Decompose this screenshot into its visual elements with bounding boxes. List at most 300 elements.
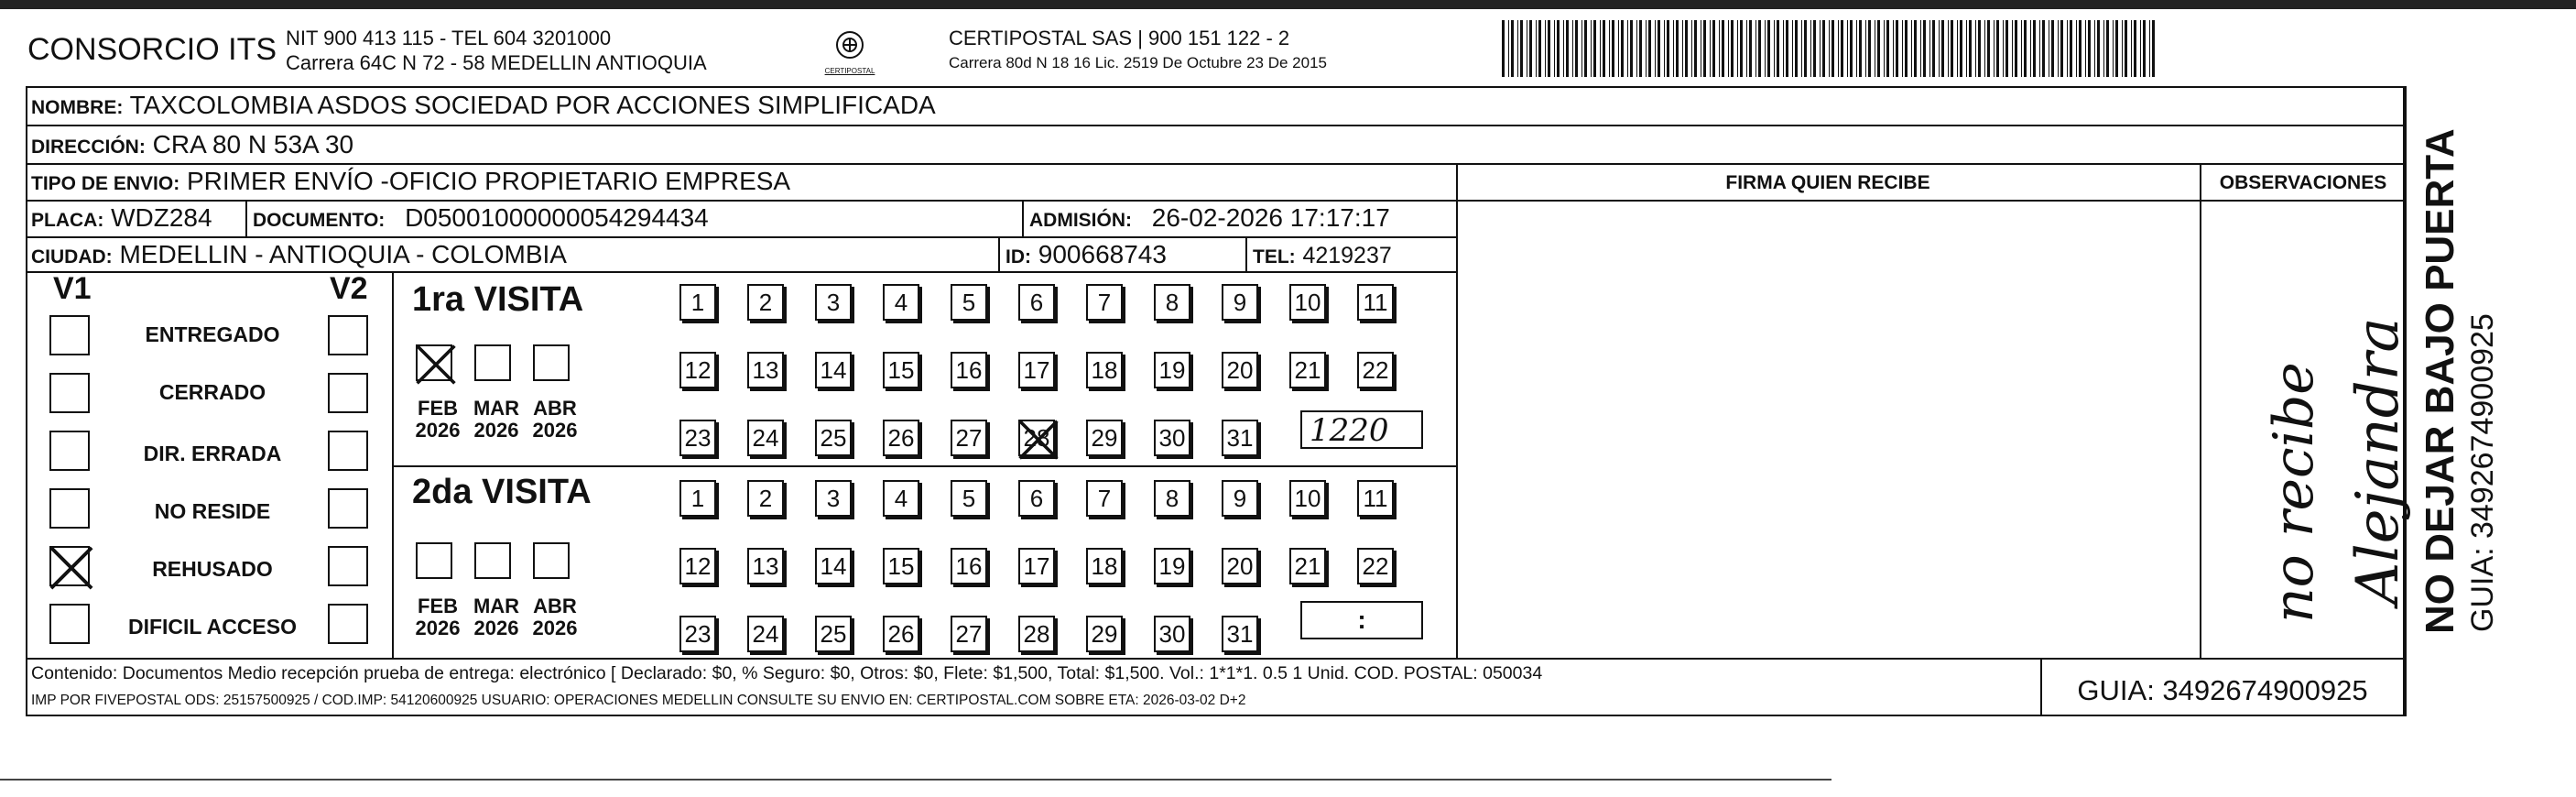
barcode-bar	[1658, 20, 1660, 77]
day-box[interactable]	[1222, 548, 1258, 584]
barcode-bar	[1554, 20, 1555, 77]
barcode-bar	[1831, 20, 1834, 77]
day-box[interactable]	[1018, 548, 1055, 584]
barcode-bar	[2131, 20, 2132, 77]
barcode-bar	[1667, 20, 1669, 77]
month-name: ABR	[533, 397, 577, 420]
v1-label: V1	[53, 271, 92, 306]
barcode-bar	[1502, 20, 1505, 77]
day-box[interactable]	[747, 284, 784, 321]
x-mark-icon	[414, 343, 458, 387]
barcode-bar	[1820, 20, 1821, 77]
company-address: Carrera 64C N 72 - 58 MEDELLIN ANTIOQUIA	[286, 51, 707, 74]
day-box[interactable]	[1222, 616, 1258, 652]
barcode-bar	[1987, 20, 1990, 77]
barcode-bar	[1581, 20, 1582, 77]
signature-header: FIRMA QUIEN RECIBE	[1725, 172, 1930, 193]
day-number: 21	[1294, 552, 1321, 580]
certipostal-info	[949, 26, 1327, 75]
day-box[interactable]	[1086, 548, 1123, 584]
barcode-bar	[1829, 20, 1830, 77]
day-box[interactable]	[679, 284, 716, 321]
status-v2-checkbox[interactable]	[328, 431, 368, 471]
barcode-bar	[1896, 20, 1898, 77]
certipostal-nit: CERTIPOSTAL SAS | 900 151 122 - 2	[949, 27, 1290, 49]
status-label: DIR. ERRADA	[143, 442, 282, 465]
day-number: 28	[1023, 424, 1050, 452]
day-number: 19	[1158, 552, 1186, 580]
status-v1-checkbox[interactable]	[49, 604, 90, 644]
barcode-bar	[2021, 20, 2022, 77]
id-field	[1005, 240, 1167, 269]
day-box[interactable]	[1018, 616, 1055, 652]
day-box[interactable]	[1357, 284, 1394, 321]
status-v1-checkbox[interactable]	[49, 373, 90, 413]
day-number: 14	[820, 552, 847, 580]
barcode-bar	[1712, 20, 1715, 77]
barcode-bar	[2140, 20, 2141, 77]
handwritten-note: no recibe	[2262, 362, 2326, 623]
company-name: CONSORCIO ITS	[27, 32, 277, 67]
day-number: 3	[826, 289, 841, 316]
recipient-address: CRA 80 N 53A 30	[152, 130, 354, 158]
divider	[26, 163, 2405, 165]
barcode-bar	[1978, 20, 1981, 77]
day-box[interactable]	[679, 480, 716, 517]
day-box[interactable]	[1154, 616, 1190, 652]
barcode-bar	[1948, 20, 1949, 77]
barcode-bar	[2005, 20, 2008, 77]
barcode-bar	[2070, 20, 2072, 77]
barcode-bar	[1703, 20, 1706, 77]
send-type-label: TIPO DE ENVIO:	[31, 173, 180, 194]
divider	[1022, 200, 1024, 236]
barcode-bar	[1801, 20, 1802, 77]
barcode-bar	[2122, 20, 2123, 77]
day-box[interactable]	[951, 480, 987, 517]
barcode-bar	[2152, 20, 2155, 77]
day-number: 5	[962, 485, 976, 512]
x-mark-icon	[48, 544, 95, 592]
divider	[26, 125, 2405, 126]
day-number: 11	[1363, 485, 1388, 512]
divider	[1456, 163, 1458, 658]
status-v2-checkbox[interactable]	[328, 604, 368, 644]
divider	[245, 200, 247, 236]
day-box[interactable]	[951, 420, 987, 456]
barcode-bar	[2079, 20, 2081, 77]
barcode-bar	[1719, 20, 1720, 77]
barcode-bar	[1957, 20, 1958, 77]
barcode-bar	[1911, 20, 1912, 77]
barcode-bar	[1746, 20, 1747, 77]
day-box[interactable]	[815, 284, 852, 321]
barcode-bar	[1636, 20, 1637, 77]
day-box[interactable]	[1289, 480, 1326, 517]
barcode-bar	[1767, 20, 1770, 77]
address-label: DIRECCIÓN:	[31, 136, 146, 158]
day-box[interactable]	[883, 480, 919, 517]
day-box[interactable]	[747, 420, 784, 456]
barcode-bar	[2039, 20, 2040, 77]
barcode	[1502, 20, 2161, 77]
month-checkbox[interactable]	[416, 542, 452, 579]
day-number: 24	[752, 424, 779, 452]
day-number: 8	[1165, 289, 1179, 316]
barcode-bar	[1545, 20, 1546, 77]
day-box[interactable]	[1222, 284, 1258, 321]
document-label: DOCUMENTO:	[253, 210, 386, 231]
name-row	[31, 91, 936, 120]
page-top-edge	[0, 0, 2576, 9]
divider	[26, 236, 1456, 238]
status-label: DIFICIL ACCESO	[127, 615, 297, 639]
day-box[interactable]	[1154, 352, 1190, 388]
day-number: 12	[684, 356, 712, 384]
barcode-bar	[1865, 20, 1866, 77]
day-number: 18	[1091, 552, 1118, 580]
barcode-bar	[1847, 20, 1848, 77]
day-box[interactable]	[1086, 352, 1123, 388]
admission-label: ADMISIÓN:	[1029, 210, 1132, 231]
barcode-bar	[1557, 20, 1560, 77]
day-box[interactable]	[747, 480, 784, 517]
day-box[interactable]	[883, 420, 919, 456]
barcode-bar	[1975, 20, 1976, 77]
divider	[392, 465, 1456, 467]
admission-field	[1029, 203, 1390, 233]
day-box[interactable]	[1154, 480, 1190, 517]
day-box[interactable]	[1222, 480, 1258, 517]
city-value: MEDELLIN - ANTIOQUIA - COLOMBIA	[119, 240, 567, 268]
visit1-time-box[interactable]	[1300, 410, 1423, 449]
barcode-bar	[1813, 20, 1816, 77]
day-box[interactable]	[1018, 420, 1055, 456]
barcode-bar	[1941, 20, 1944, 77]
day-box[interactable]	[747, 548, 784, 584]
day-number: 13	[752, 356, 779, 384]
month-label	[469, 595, 524, 639]
status-v1-checkbox[interactable]	[49, 488, 90, 529]
barcode-bar	[1905, 20, 1908, 77]
barcode-bar	[1517, 20, 1518, 77]
barcode-bar	[2097, 20, 2100, 77]
company-nit: NIT 900 413 115 - TEL 604 3201000	[286, 27, 612, 49]
day-number: 24	[752, 620, 779, 648]
barcode-bar	[1603, 20, 1605, 77]
barcode-bar	[1960, 20, 1962, 77]
status-v2-checkbox[interactable]	[328, 315, 368, 355]
barcode-bar	[1777, 20, 1779, 77]
day-number: 2	[758, 485, 773, 512]
month-name: MAR	[473, 397, 520, 420]
day-box[interactable]	[747, 616, 784, 652]
day-number: 9	[1233, 289, 1247, 316]
day-number: 1	[690, 289, 705, 316]
month-year: 2026	[532, 617, 578, 639]
logo-text: CERTIPOSTAL	[824, 67, 875, 75]
day-box[interactable]	[1086, 480, 1123, 517]
day-number: 4	[894, 289, 908, 316]
month-checkbox[interactable]	[533, 344, 570, 381]
status-v1-checkbox[interactable]	[49, 315, 90, 355]
barcode-bar	[1929, 20, 1930, 77]
barcode-bar	[1685, 20, 1688, 77]
barcode-bar	[1600, 20, 1601, 77]
send-type-row	[31, 167, 790, 196]
company-contact	[286, 26, 707, 75]
barcode-bar	[1810, 20, 1811, 77]
day-number: 22	[1362, 552, 1389, 580]
day-box[interactable]	[883, 284, 919, 321]
day-box[interactable]	[679, 420, 716, 456]
day-box[interactable]	[1357, 548, 1394, 584]
month-checkbox[interactable]	[533, 542, 570, 579]
status-label: REHUSADO	[152, 557, 273, 581]
barcode-bar	[1618, 20, 1619, 77]
barcode-bar	[1511, 20, 1514, 77]
barcode-bar	[2085, 20, 2086, 77]
admission-value: 26-02-2026 17:17:17	[1151, 203, 1390, 232]
barcode-bar	[2030, 20, 2031, 77]
day-box[interactable]	[1289, 352, 1326, 388]
day-number: 18	[1091, 356, 1118, 384]
day-number: 19	[1158, 356, 1186, 384]
day-box[interactable]	[815, 548, 852, 584]
barcode-bar	[1648, 20, 1651, 77]
plate-label: PLACA:	[31, 210, 104, 231]
day-box[interactable]	[815, 352, 852, 388]
barcode-bar	[1841, 20, 1843, 77]
barcode-bar	[1630, 20, 1633, 77]
visit2-time-box[interactable]: :	[1300, 601, 1423, 639]
barcode-bar	[1856, 20, 1857, 77]
barcode-bar	[2113, 20, 2114, 77]
day-number: 11	[1363, 289, 1388, 316]
divider	[2200, 163, 2201, 658]
barcode-bar	[1722, 20, 1724, 77]
day-number: 14	[820, 356, 847, 384]
x-mark-icon	[1016, 418, 1060, 462]
day-number: 16	[955, 356, 983, 384]
status-label: CERRADO	[158, 380, 266, 404]
barcode-bar	[2051, 20, 2054, 77]
scan-line	[0, 779, 1831, 781]
day-box[interactable]	[1154, 420, 1190, 456]
barcode-bar	[2143, 20, 2146, 77]
barcode-bar	[1621, 20, 1624, 77]
day-box[interactable]	[679, 352, 716, 388]
barcode-bar	[1673, 20, 1674, 77]
day-number: 25	[820, 424, 847, 452]
day-box[interactable]	[951, 284, 987, 321]
barcode-bar	[1538, 20, 1541, 77]
month-year: 2026	[473, 617, 519, 639]
day-box[interactable]	[679, 548, 716, 584]
status-v2-checkbox[interactable]	[328, 546, 368, 586]
barcode-bar	[1655, 20, 1656, 77]
barcode-bar	[1536, 20, 1537, 77]
barcode-bar	[1920, 20, 1921, 77]
observations-header: OBSERVACIONES	[2219, 172, 2387, 193]
day-box[interactable]	[1289, 284, 1326, 321]
month-year: 2026	[415, 617, 461, 639]
day-number: 6	[1029, 485, 1044, 512]
day-box[interactable]	[1154, 548, 1190, 584]
v2-label: V2	[330, 271, 368, 306]
divider	[1245, 236, 1247, 273]
divider	[26, 658, 2405, 660]
city-label: CIUDAD:	[31, 246, 113, 267]
day-box[interactable]	[951, 548, 987, 584]
barcode-bar	[1639, 20, 1642, 77]
status-v2-checkbox[interactable]	[328, 488, 368, 529]
barcode-bar	[1609, 20, 1610, 77]
barcode-bar	[2058, 20, 2059, 77]
no-dejar-bajo-puerta: NO DEJAR BAJO PUERTA	[2418, 128, 2462, 634]
day-box[interactable]	[815, 616, 852, 652]
month-checkbox[interactable]	[416, 344, 452, 381]
barcode-bar	[2060, 20, 2063, 77]
day-box[interactable]	[747, 352, 784, 388]
month-label	[410, 398, 465, 442]
barcode-bar	[1591, 20, 1592, 77]
barcode-bar	[1822, 20, 1825, 77]
day-number: 10	[1294, 485, 1321, 512]
status-v1-checkbox[interactable]	[49, 431, 90, 471]
day-number: 5	[962, 289, 976, 316]
day-box[interactable]	[679, 616, 716, 652]
barcode-bar	[1529, 20, 1532, 77]
barcode-bar	[1508, 20, 1509, 77]
day-box[interactable]	[1222, 420, 1258, 456]
recipient-name: TAXCOLOMBIA ASDOS SOCIEDAD POR ACCIONES SIMPLIFICADA	[129, 91, 936, 119]
month-checkbox[interactable]	[474, 344, 511, 381]
barcode-bar	[2042, 20, 2045, 77]
day-box[interactable]	[883, 548, 919, 584]
barcode-bar	[2149, 20, 2150, 77]
day-box[interactable]	[1154, 284, 1190, 321]
barcode-bar	[1795, 20, 1798, 77]
month-name: FEB	[418, 397, 458, 420]
barcode-bar	[1737, 20, 1738, 77]
barcode-bar	[2033, 20, 2036, 77]
day-box[interactable]	[1018, 480, 1055, 517]
barcode-bar	[1765, 20, 1766, 77]
month-label	[527, 595, 582, 639]
day-number: 26	[887, 424, 915, 452]
footer-guia: GUIA: 3492674900925	[2077, 674, 2368, 706]
day-number: 4	[894, 485, 908, 512]
barcode-bar	[1612, 20, 1614, 77]
id-label: ID:	[1005, 246, 1031, 267]
barcode-bar	[1593, 20, 1596, 77]
barcode-bar	[1676, 20, 1679, 77]
tel-label: TEL:	[1253, 246, 1296, 267]
barcode-bar	[1996, 20, 1999, 77]
barcode-bar	[2003, 20, 2004, 77]
handwritten-receiver: Alejandra	[2344, 317, 2412, 605]
barcode-bar	[1758, 20, 1761, 77]
day-box[interactable]	[1086, 284, 1123, 321]
name-label: NOMBRE:	[31, 97, 124, 118]
day-box[interactable]	[1357, 480, 1394, 517]
visit2-title: 2da VISITA	[412, 473, 592, 511]
day-box[interactable]	[1289, 548, 1326, 584]
day-box[interactable]	[1086, 420, 1123, 456]
barcode-bar	[1914, 20, 1917, 77]
day-number: 28	[1023, 620, 1050, 648]
day-box[interactable]	[951, 352, 987, 388]
day-box[interactable]	[1357, 352, 1394, 388]
barcode-bar	[1664, 20, 1665, 77]
day-box[interactable]	[1222, 352, 1258, 388]
month-name: ABR	[533, 595, 577, 617]
day-number: 9	[1233, 485, 1247, 512]
day-number: 23	[684, 424, 712, 452]
day-box[interactable]	[1018, 284, 1055, 321]
day-box[interactable]	[1086, 616, 1123, 652]
day-number: 27	[955, 424, 983, 452]
day-box[interactable]	[815, 420, 852, 456]
day-number: 26	[887, 620, 915, 648]
month-year: 2026	[415, 419, 461, 442]
day-number: 1	[690, 485, 705, 512]
barcode-bar	[1563, 20, 1564, 77]
barcode-bar	[1939, 20, 1940, 77]
barcode-bar	[1877, 20, 1880, 77]
barcode-bar	[1923, 20, 1926, 77]
certipostal-license: Carrera 80d N 18 16 Lic. 2519 De Octubre 23 De 2015	[949, 54, 1327, 71]
day-number: 30	[1158, 424, 1186, 452]
day-number: 21	[1294, 356, 1321, 384]
barcode-bar	[2015, 20, 2017, 77]
day-box[interactable]	[1018, 352, 1055, 388]
day-box[interactable]	[883, 616, 919, 652]
barcode-bar	[1804, 20, 1807, 77]
barcode-bar	[1786, 20, 1788, 77]
barcode-bar	[2076, 20, 2077, 77]
barcode-bar	[1520, 20, 1523, 77]
status-v1-checkbox[interactable]	[49, 546, 90, 586]
barcode-bar	[2067, 20, 2068, 77]
plate-value: WDZ284	[111, 203, 212, 232]
plate-field	[31, 203, 212, 233]
barcode-bar	[2088, 20, 2091, 77]
barcode-bar	[2115, 20, 2118, 77]
barcode-bar	[2134, 20, 2136, 77]
day-number: 30	[1158, 620, 1186, 648]
address-row	[31, 130, 353, 159]
status-label: NO RESIDE	[154, 499, 271, 523]
day-number: 7	[1097, 289, 1112, 316]
day-number: 29	[1091, 620, 1118, 648]
day-number: 17	[1023, 552, 1050, 580]
month-checkbox[interactable]	[474, 542, 511, 579]
city-field	[31, 240, 567, 269]
day-box[interactable]	[815, 480, 852, 517]
barcode-bar	[1548, 20, 1550, 77]
status-v2-checkbox[interactable]	[328, 373, 368, 413]
day-number: 31	[1226, 424, 1254, 452]
day-number: 6	[1029, 289, 1044, 316]
divider	[392, 271, 394, 658]
day-box[interactable]	[883, 352, 919, 388]
barcode-bar	[1783, 20, 1784, 77]
day-box[interactable]	[951, 616, 987, 652]
visit1-time: 1220	[1310, 412, 1389, 449]
day-number: 8	[1165, 485, 1179, 512]
